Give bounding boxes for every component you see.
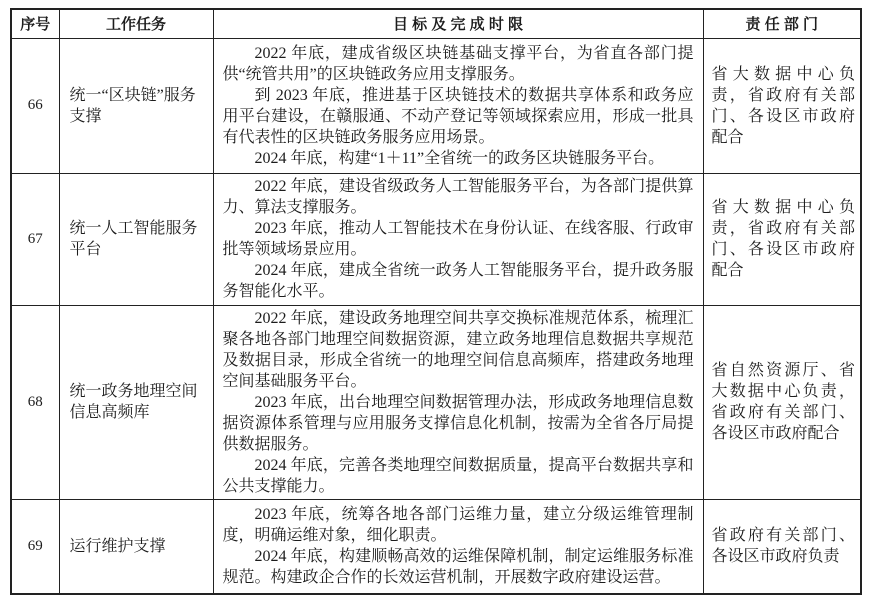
header-row	[11, 9, 861, 38]
col-header-department: 责 任 部 门	[703, 9, 861, 38]
department-cell	[703, 305, 861, 499]
goal-paragraph: 2024 年底，构建“1＋11”全省统一的政务区块链服务平台。	[254, 149, 665, 167]
goals-cell	[213, 499, 703, 594]
row-number: 68	[27, 393, 43, 410]
goal-paragraph: 2022 年底，建设省级政务人工智能服务平台，为各部门提供算力、算法支撑服务。	[222, 178, 694, 216]
col-header-goals: 目 标 及 完 成 时 限	[213, 9, 703, 38]
table-row	[11, 38, 861, 173]
row-number-cell	[11, 305, 59, 499]
department-label: 省自然资源厅、省大数据中心负责，省政府有关部门、各设区市政府配合	[711, 362, 855, 442]
table-row	[11, 173, 861, 305]
department-label: 省大数据中心负责，省政府有关部门、各设区市政府配合	[711, 65, 855, 146]
table-row	[11, 499, 861, 594]
goal-paragraph: 2023 年底，出台地理空间数据管理办法，形成政务地理信息数据资源体系管理与应用服务支撑信息化机制，按需为全省各厅局提供数据服务。	[222, 393, 694, 453]
task-cell	[59, 38, 213, 173]
row-number-cell	[11, 499, 59, 594]
task-cell	[59, 173, 213, 305]
task-table	[10, 8, 862, 595]
col-header-task: 工作任务	[59, 9, 213, 38]
department-label: 省政府有关部门、各设区市政府负责	[711, 527, 855, 566]
goal-paragraph: 2024 年底，完善各类地理空间数据质量，提高平台数据共享和公共支撑能力。	[222, 456, 694, 495]
row-number: 69	[27, 537, 43, 554]
task-label: 统一政务地理空间信息高频库	[69, 383, 198, 421]
department-cell	[703, 499, 861, 594]
goal-paragraph: 2024 年底，构建顺畅高效的运维保障机制，制定运维服务标准规范。构建政企合作的长效运营机制，开展数字政府建设运营。	[222, 548, 694, 587]
goal-paragraph: 2022 年底，建成省级区块链基础支撑平台，为省直各部门提供“统管共用”的区块链政务应用支撑服务。	[222, 44, 694, 83]
goal-paragraph: 2022 年底，建设政务地理空间共享交换标准规范体系，梳理汇聚各地各部门地理空间数据资源，建立政务地理信息数据共享规范及数据目录，形成全省统一的地理空间信息高频库，搭建政务地理空间基础服务平台。	[222, 309, 694, 390]
department-cell	[703, 38, 861, 173]
task-label: 运行维护支撑	[69, 537, 166, 555]
row-number-cell	[11, 38, 59, 173]
row-number: 67	[27, 230, 43, 247]
table-row	[11, 305, 861, 499]
goal-paragraph: 2023 年底，推动人工智能技术在身份认证、在线客服、行政审批等领域场景应用。	[222, 220, 694, 258]
department-cell	[703, 173, 861, 305]
department-label: 省大数据中心负责，省政府有关部门、各设区市政府配合	[711, 199, 855, 279]
task-label: 统一人工智能服务平台	[69, 220, 198, 258]
row-number-cell	[11, 173, 59, 305]
task-cell	[59, 305, 213, 499]
table-header	[11, 9, 861, 38]
row-number: 66	[27, 97, 43, 113]
table-body	[11, 38, 861, 594]
task-label: 统一“区块链”服务支撑	[69, 86, 196, 125]
goal-paragraph: 2024 年底，建成全省统一政务人工智能服务平台，提升政务服务智能化水平。	[222, 262, 694, 300]
goal-paragraph: 到 2023 年底，推进基于区块链技术的数据共享体系和政务应用平台建设，在赣服通、不动产登记等领域探索应用，形成一批具有代表性的区块链政务服务应用场景。	[222, 86, 694, 146]
goals-cell	[213, 38, 703, 173]
goal-paragraph: 2023 年底，统筹各地各部门运维力量，建立分级运维管理制度，明确运维对象，细化职责。	[222, 506, 694, 545]
task-cell	[59, 499, 213, 594]
goals-cell	[213, 305, 703, 499]
col-header-number: 序号	[11, 9, 59, 38]
goals-cell	[213, 173, 703, 305]
